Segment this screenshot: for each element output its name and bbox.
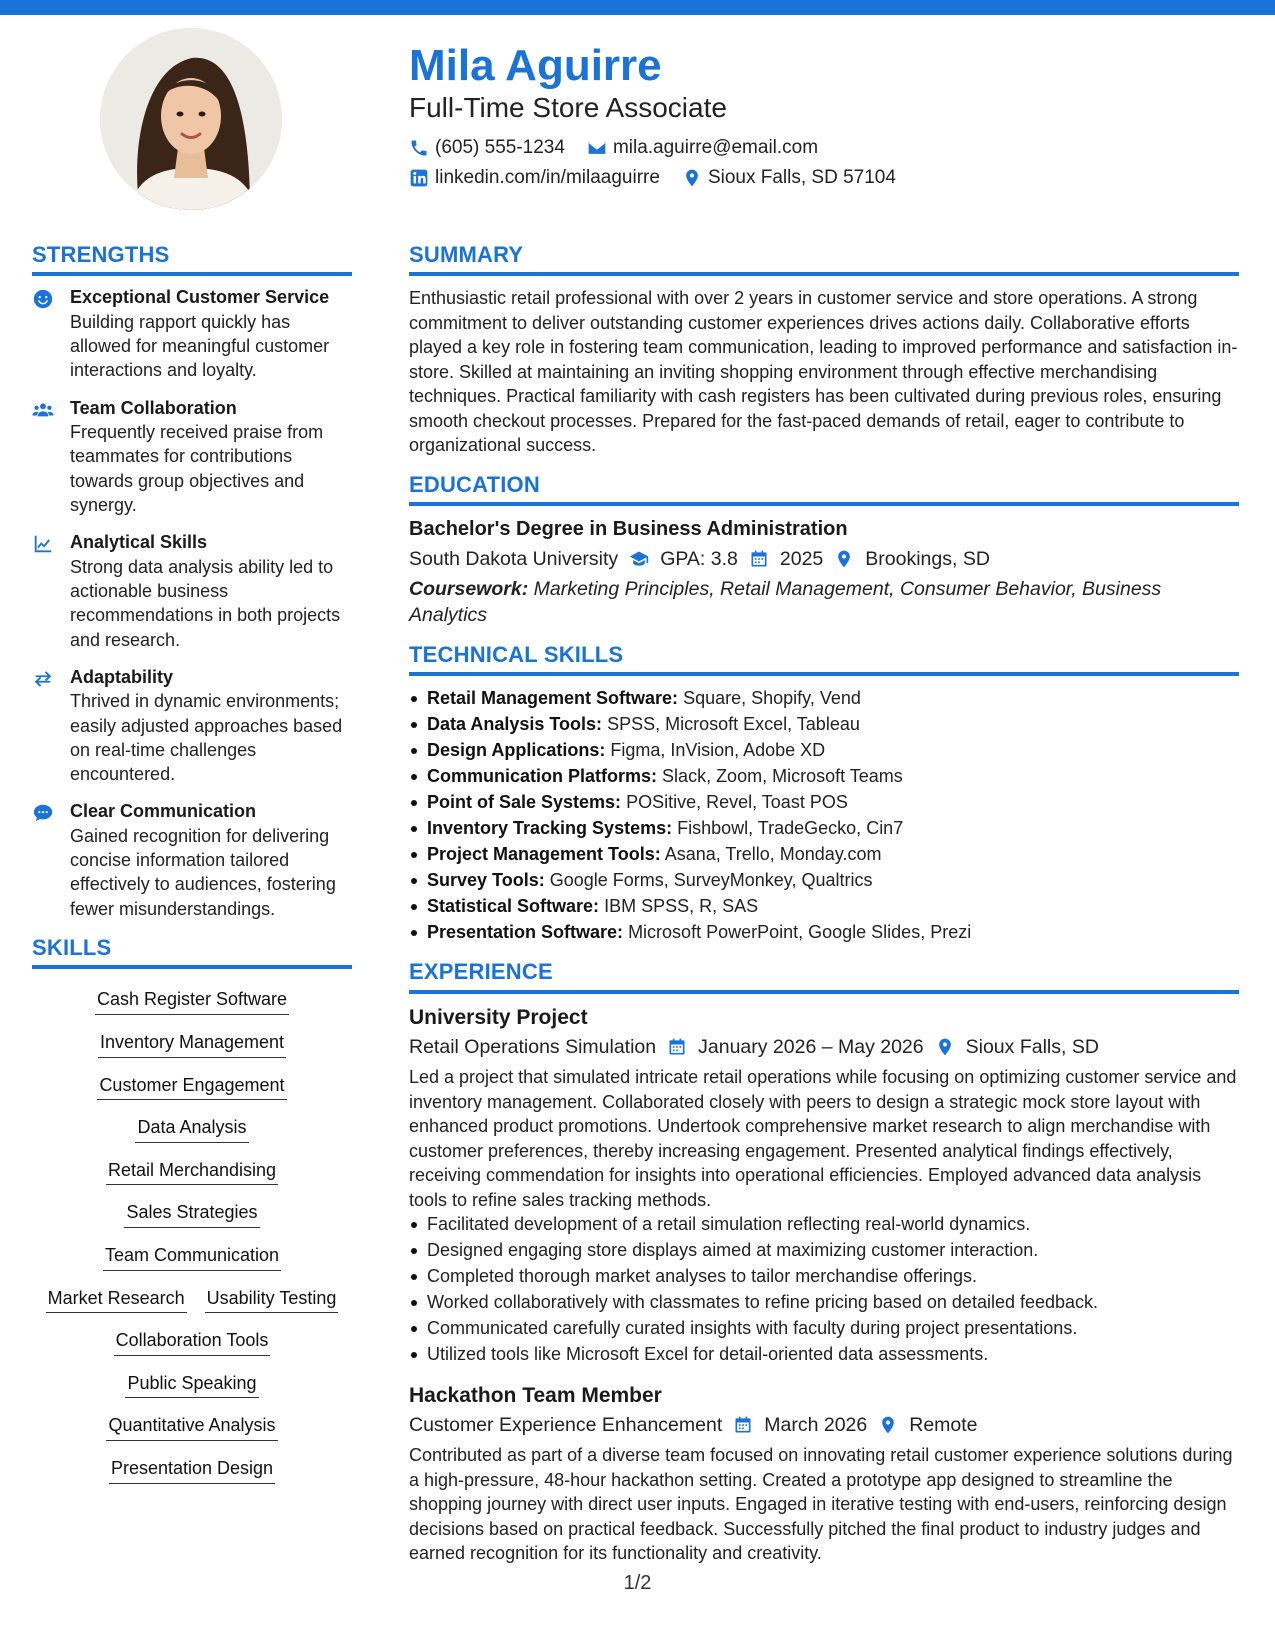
contact-row-2 [409, 165, 1229, 191]
list-item: Designed engaging store displays aimed at maximizing customer interaction. [409, 1238, 1239, 1264]
email-contact[interactable] [587, 137, 818, 159]
experience-title: University Project [409, 1005, 588, 1029]
strength-title: Exceptional Customer Service [70, 287, 330, 308]
skill-values: Fishbowl, TradeGecko, Cin7 [677, 817, 904, 838]
phone-icon [409, 138, 429, 158]
strengths-heading: STRENGTHS [32, 242, 352, 276]
experience-dates: January 2026 – May 2026 [698, 1036, 924, 1059]
envelope-icon [587, 138, 607, 158]
right-column [409, 242, 1239, 1566]
education-heading: EDUCATION [409, 472, 1239, 506]
strength-title: Clear Communication [70, 801, 257, 822]
location-contact [682, 167, 896, 189]
profile-photo-illustration [100, 28, 282, 210]
skill-values: IBM SPSS, R, SAS [604, 895, 759, 916]
resume-header [409, 42, 1229, 191]
skills-heading: SKILLS [32, 935, 352, 969]
skill-values: Slack, Zoom, Microsoft Teams [662, 766, 903, 787]
education-meta [409, 545, 1239, 573]
skill-tag: Public Speaking [125, 1369, 258, 1399]
skill-values: Microsoft PowerPoint, Google Slides, Prezi [628, 921, 972, 942]
skill-category: Statistical Software: [427, 895, 600, 916]
skill-values: Google Forms, SurveyMonkey, Qualtrics [549, 869, 873, 890]
graduation-cap-icon [628, 548, 650, 570]
list-item: Completed thorough market analyses to tailor merchandise offerings. [409, 1264, 1239, 1290]
list-item [409, 712, 1239, 738]
skill-tag: Collaboration Tools [114, 1326, 271, 1356]
skill-category: Inventory Tracking Systems: [427, 817, 673, 838]
experience-entry [409, 1382, 1239, 1566]
strength-item [32, 397, 352, 518]
list-item [409, 790, 1239, 816]
candidate-name: Mila Aguirre [409, 41, 662, 90]
map-pin-icon [877, 1414, 899, 1436]
list-item: Worked collaboratively with classmates to refine pricing based on detailed feedback. [409, 1290, 1239, 1316]
experience-entry [409, 1004, 1239, 1368]
strength-description: Strong data analysis ability led to actionable business recommendations in both projects and research. [70, 556, 341, 650]
summary-heading: SUMMARY [409, 242, 1239, 276]
strength-title: Analytical Skills [70, 532, 208, 553]
profile-photo [100, 28, 282, 210]
skill-category: Project Management Tools: [427, 843, 661, 864]
strength-description: Gained recognition for delivering concise information tailored effectively to audiences, fostering fewer misunderstandings. [70, 825, 336, 919]
gpa-text: GPA: 3.8 [660, 548, 738, 571]
phone-text: (605) 555-1234 [435, 136, 565, 158]
experience-subtitle: Customer Experience Enhancement [409, 1413, 723, 1436]
technical-skills-list [409, 686, 1239, 945]
experience-heading: EXPERIENCE [409, 959, 1239, 993]
linkedin-contact[interactable] [409, 167, 660, 189]
map-pin-icon [833, 548, 855, 570]
list-item: Facilitated development of a retail simulation reflecting real-world dynamics. [409, 1212, 1239, 1238]
skill-tag: Team Communication [103, 1241, 281, 1271]
school-name: South Dakota University [409, 548, 619, 571]
users-icon [32, 397, 56, 518]
experience-meta [409, 1411, 1239, 1439]
skill-category: Communication Platforms: [427, 766, 658, 787]
linkedin-icon [409, 168, 429, 188]
list-item [409, 738, 1239, 764]
list-item [409, 686, 1239, 712]
phone-contact[interactable] [409, 137, 565, 159]
comment-icon [32, 800, 56, 921]
experience-dates: March 2026 [764, 1413, 868, 1436]
strength-item [32, 531, 352, 652]
coursework [409, 577, 1239, 628]
experience-title: Hackathon Team Member [409, 1383, 662, 1407]
skill-tag: Quantitative Analysis [106, 1411, 277, 1441]
skill-tag: Presentation Design [109, 1454, 275, 1484]
experience-bullets [409, 1212, 1239, 1367]
list-item [409, 764, 1239, 790]
top-accent-bar [0, 0, 1275, 15]
skill-tag: Sales Strategies [124, 1198, 259, 1228]
technical-skills-heading: TECHNICAL SKILLS [409, 642, 1239, 676]
strength-description: Building rapport quickly has allowed for meaningful customer interactions and loyalty. [70, 311, 330, 381]
strength-title: Team Collaboration [70, 397, 237, 418]
skill-values: Asana, Trello, Monday.com [664, 843, 882, 864]
skill-category: Design Applications: [427, 740, 606, 761]
degree-title: Bachelor's Degree in Business Administration [409, 518, 848, 541]
skill-category: Data Analysis Tools: [427, 714, 603, 735]
summary-text: Enthusiastic retail professional with over 2 years in customer service and store operations. A strong commitment to deliver outstanding customer experiences drives actions daily. Collaborative efforts played a key role in fostering team communication, leading to improved performance and satisfaction in-store. Skilled at maintaining an inviting shopping environment through effective merchandising techniques. Practical familiarity with cash registers has been cultivated during previous roles, ensuring smooth checkout processes. Prepared for the fast-paced demands of retail, eager to contribute to organizational success. [409, 288, 1238, 456]
skill-tag: Data Analysis [135, 1113, 248, 1143]
calendar-icon [748, 548, 770, 570]
left-column [32, 242, 352, 1491]
coursework-label: Coursework: [409, 578, 529, 601]
contact-row-1 [409, 135, 1229, 161]
experience-subtitle: Retail Operations Simulation [409, 1036, 657, 1059]
skill-tag: Market Research [46, 1284, 187, 1314]
strength-item [32, 286, 352, 382]
smile-icon [32, 286, 56, 382]
list-item: Utilized tools like Microsoft Excel for detail-oriented data assessments. [409, 1342, 1239, 1368]
skill-category: Survey Tools: [427, 869, 545, 890]
map-pin-icon [934, 1036, 956, 1058]
location-text: Sioux Falls, SD 57104 [707, 166, 896, 188]
list-item [409, 842, 1239, 868]
skill-tag: Cash Register Software [95, 985, 289, 1015]
skill-category: Retail Management Software: [427, 688, 679, 709]
chart-line-icon [32, 531, 56, 652]
email-text: mila.aguirre@email.com [612, 136, 819, 158]
experience-description: Led a project that simulated intricate retail operations while focusing on optimizing customer service and inventory management. Collaborated closely with peers to design a strategic mock store layout with enhanced product promotions. Undertook comprehensive market research to align merchandise with customer preferences, thereby increasing engagement. Presented analytical findings effectively, receiving commendation for insights into operational efficiencies. Employed advanced data analysis tools to refine sales tracking methods. [409, 1067, 1237, 1210]
skill-category: Point of Sale Systems: [427, 792, 622, 813]
list-item: Communicated carefully curated insights with faculty during project presentations. [409, 1316, 1239, 1342]
list-item [409, 816, 1239, 842]
calendar-icon [666, 1036, 688, 1058]
skill-tag: Retail Merchandising [106, 1156, 278, 1186]
skill-values: Square, Shopify, Vend [683, 688, 861, 709]
experience-description: Contributed as part of a diverse team focused on innovating retail customer experience solutions during a high-pressure, 48-hour hackathon setting. Created a prototype app designed to streamline the shopping journey with direct user inputs. Engaged in iterative testing with end-users, reinforcing design decisions based on practical feedback. Successfully pitched the final product to industry judges and earned recognition for its functionality and creativity. [409, 1445, 1233, 1564]
exchange-icon [32, 666, 56, 787]
list-item [409, 868, 1239, 894]
graduation-year: 2025 [779, 548, 824, 571]
page-number: 1/2 [623, 1572, 652, 1594]
experience-meta [409, 1033, 1239, 1061]
experience-location: Sioux Falls, SD [965, 1036, 1099, 1059]
list-item [409, 920, 1239, 946]
skill-values: Figma, InVision, Adobe XD [610, 740, 826, 761]
school-location: Brookings, SD [865, 548, 990, 571]
strength-title: Adaptability [70, 666, 174, 687]
strength-description: Frequently received praise from teammates for contributions towards group objectives and synergy. [70, 422, 324, 515]
skill-tag: Inventory Management [98, 1028, 286, 1058]
calendar-icon [732, 1414, 754, 1436]
strength-item [32, 800, 352, 921]
map-pin-icon [682, 168, 702, 188]
job-title: Full-Time Store Associate [409, 92, 727, 124]
list-item [409, 894, 1239, 920]
skills-list [32, 979, 352, 1490]
skill-category: Presentation Software: [427, 921, 624, 942]
skill-values: SPSS, Microsoft Excel, Tableau [607, 714, 860, 735]
linkedin-text: linkedin.com/in/milaaguirre [435, 166, 660, 188]
experience-location: Remote [909, 1413, 978, 1436]
strength-item [32, 666, 352, 787]
skill-tag: Customer Engagement [97, 1071, 286, 1101]
coursework-list: Marketing Principles, Retail Management, Consumer Behavior, Business Analytics [409, 578, 1162, 626]
skill-tag: Usability Testing [205, 1284, 339, 1314]
skill-values: POSitive, Revel, Toast POS [626, 792, 848, 813]
strength-description: Thrived in dynamic environments; easily adjusted approaches based on real-time challenges encountered. [70, 691, 343, 785]
